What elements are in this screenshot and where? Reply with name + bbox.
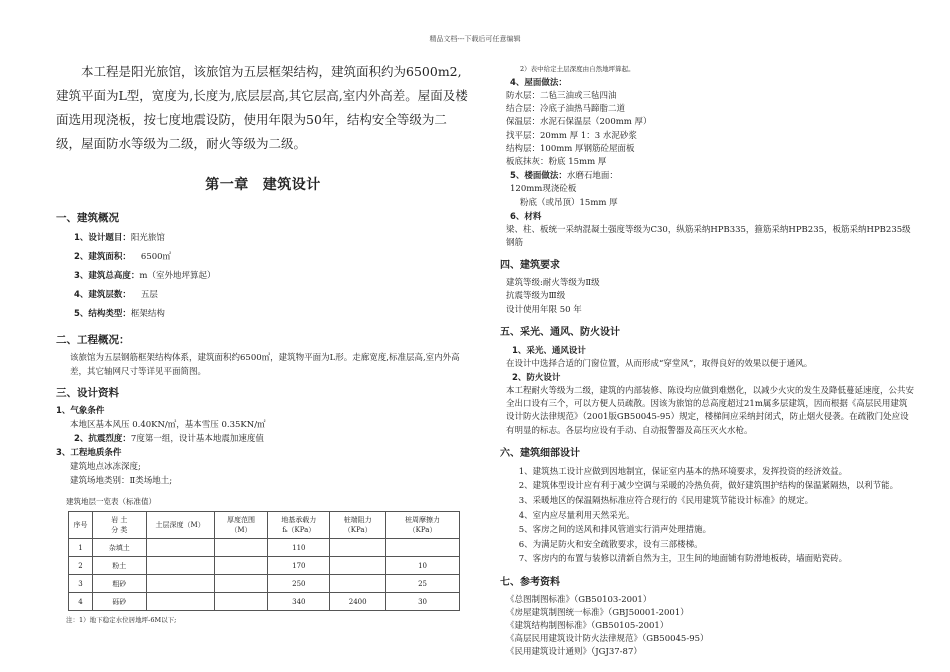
requirement-line: 抗震等级为Ⅲ级 [506, 291, 566, 302]
floor-line: 粉底（或吊顶）15mm 厚 [520, 197, 618, 208]
table-header: 地基承载力 fₖ（KPa） [268, 512, 330, 539]
reference-item: 《建筑结构制图标准》（GB50105-2001） [506, 621, 669, 632]
soil-layer-table [68, 511, 460, 611]
material-title: 6、材料 [510, 211, 542, 222]
section-1-title: 一、建筑概况 [56, 212, 119, 224]
detail-item: 6、为满足防火和安全疏散要求，设有三部楼梯。 [518, 539, 703, 550]
section-5-title: 五、采光、通风、防火设计 [500, 326, 620, 338]
table-cell [386, 539, 460, 557]
table-header: 厚度范围 （M） [214, 512, 268, 539]
section-3-title: 三、设计资料 [56, 387, 119, 399]
overview-item: 4、建筑层数： 五层 [74, 290, 158, 300]
section-1-list [56, 229, 470, 324]
weather-text: 本地区基本风压 0.40KN/㎡，基本雪压 0.35KN/㎡ [70, 420, 266, 430]
reference-item: 《房屋建筑制图统一标准》（GBJ50001-2001） [506, 608, 689, 619]
lighting-text: 在设计中选择合适的门窗位置，从而形成“穿堂风”，取得良好的效果以便于通风。 [506, 358, 813, 369]
table-cell: 25 [386, 575, 460, 593]
table-cell [146, 539, 214, 557]
table-header: 序号 [69, 512, 93, 539]
roof-line: 结合层：冷底子油热马蹄脂二道 [506, 104, 626, 115]
material-text: 梁、柱、板统一采纳混凝土强度等级为C30，纵筋采纳HPB335，箍筋采纳HPB235，板筋采纳HPB235级钢筋 [506, 224, 911, 249]
fire-title: 2、防火设计 [512, 373, 561, 384]
roof-line: 保温层：水泥石保温层（200mm 厚） [506, 117, 652, 128]
table-row [69, 575, 460, 593]
table-cell [330, 539, 386, 557]
table-cell: 3 [69, 575, 93, 593]
page-header: 精品文档---下载后可任意编辑 [429, 35, 521, 43]
table-note-2: 2）表中给定土层深度由自然地坪算起。 [520, 65, 635, 73]
table-cell: 粉土 [92, 557, 146, 575]
table-cell [214, 557, 268, 575]
right-column [500, 76, 915, 659]
table-cell: 250 [268, 575, 330, 593]
table-cell: 粗砂 [92, 575, 146, 593]
detail-item: 4、室内应尽量利用天然采光。 [518, 510, 635, 521]
table-header: 土层深度（M） [146, 512, 214, 539]
table-cell [330, 575, 386, 593]
table-cell [214, 575, 268, 593]
table-caption: 建筑地层一览表（标准值） [66, 497, 156, 506]
section-7-title: 七、参考资料 [500, 577, 560, 589]
table-cell [146, 593, 214, 611]
intro-paragraph: 本工程是阳光旅馆，该旅馆为五层框架结构，建筑面积约为6500m2,建筑平面为L型，宽度为,长度为,底层层高,其它层高,室内外高差。屋面及楼面选用现浇板，按七度地震设防，使用年限为50年，结构安全等级为二级，屋面防水等级为二级，耐火等级为二级。 [56, 64, 468, 151]
requirement-line: 设计使用年限 50 年 [506, 304, 582, 315]
roof-line: 找平层：20mm 厚 1：3 水泥砂浆 [506, 130, 637, 141]
table-header-row [69, 512, 460, 539]
table-cell: 4 [69, 593, 93, 611]
chapter-name: 建筑设计 [262, 177, 321, 193]
reference-item: 《高层民用建筑设计防火法律规范》（GB50045-95） [506, 634, 709, 645]
geology-title: 3、工程地质条件 [56, 448, 122, 458]
table-cell: 110 [268, 539, 330, 557]
detail-item: 3、采暖地区的保温隔热标准应符合现行的《民用建筑节能设计标准》的规定。 [518, 496, 814, 507]
section-2-title: 二、工程概况： [56, 334, 130, 346]
table-cell: 170 [268, 557, 330, 575]
table-cell [214, 593, 268, 611]
chapter-number: 第一章 [205, 177, 249, 193]
reference-item: 《总图制图标准》（GB50103-2001） [506, 595, 652, 606]
table-header: 桩周摩擦力 （KPa） [386, 512, 460, 539]
chapter-title [56, 174, 470, 194]
overview-item: 3、建筑总高度：m（室外地坪算起） [74, 271, 216, 281]
overview-item: 5、结构类型：框架结构 [74, 309, 165, 319]
roof-line: 板底抹灰：粉底 15mm 厚 [506, 157, 607, 168]
roof-line: 防水层：二毡三油或三毡四油 [506, 91, 617, 101]
left-column [56, 60, 470, 624]
detail-item: 2、建筑体型设计应有利于减少空调与采暖的冷热负荷，做好建筑围护结构的保温紧隔热，以利节能。 [518, 481, 899, 492]
floor-line: 120mm现浇砼板 [510, 184, 577, 195]
overview-item: 2、建筑面积： 6500㎡ [74, 252, 172, 262]
table-cell [146, 557, 214, 575]
section-6-title: 六、建筑细部设计 [500, 447, 580, 459]
overview-item: 1、设计题目：阳光旅馆 [74, 233, 165, 243]
table-cell [330, 557, 386, 575]
geology-line-1: 建筑地点冰冻深度; [70, 462, 141, 472]
detail-item: 5、客房之间的送风和排风管道实行消声处理措施。 [518, 525, 712, 536]
table-row [69, 557, 460, 575]
table-cell [214, 539, 268, 557]
table-cell: 2400 [330, 593, 386, 611]
table-cell [146, 575, 214, 593]
table-row [69, 539, 460, 557]
detail-item: 1、建筑热工设计应做到因地制宜，保证室内基本的热环境要求，发挥投资的经济效益。 [518, 466, 848, 477]
table-header: 桩端阻力 （KPa） [330, 512, 386, 539]
lighting-title: 1、采光、通风设计 [512, 345, 586, 356]
floor-title-line: 5、楼面做法：水磨石地面： [510, 171, 618, 182]
section-4-title: 四、建筑要求 [500, 260, 560, 272]
table-header: 岩 土 分 类 [92, 512, 146, 539]
table-cell: 杂填土 [92, 539, 146, 557]
table-cell: 30 [386, 593, 460, 611]
table-cell: 10 [386, 557, 460, 575]
geology-line-2: 建筑场地类别：Ⅱ类场地土; [70, 476, 173, 486]
table-cell: 2 [69, 557, 93, 575]
detail-item: 7、客房内的布置与装修以清新自然为主，卫生间的地面铺有防滑地板砖，墙面贴瓷砖。 [518, 554, 848, 565]
table-cell: 砾砂 [92, 593, 146, 611]
requirement-line: 建筑等级:耐火等级为Ⅱ级 [506, 278, 600, 289]
project-overview-text: 该旅馆为五层钢筋框架结构体系，建筑面积约6500㎡，建筑物平面为L形。走廊宽度,标准层高,室内外高差，其它轴网尺寸等详见平面简图。 [70, 353, 460, 377]
table-note-1: 注：1）地下稳定水位居地坪-6M以下; [66, 616, 177, 624]
reference-item: 《民用建筑设计通则》（JGJ37-87） [506, 647, 642, 658]
roof-title: 4、屋面做法： [510, 78, 567, 88]
table-cell: 1 [69, 539, 93, 557]
fire-text: 本工程耐火等级为二级，建筑的内部装修、陈设均应做到难燃化，以减少火灾的发生及降低蔓延速度，公共安全出口设有三个，可以方便人员疏散。因该为旅馆的总高度超过21m属多层建筑，因而根据《高层民用建筑设计防火法律规范》（2001版GB50045-95）规定，楼梯间应采纳封闭式，防止烟火侵袭。在疏散门处应设有明显的标志。各层均应设有手动、自动报警器及高压灭火水枪。 [506, 386, 915, 436]
table-cell: 340 [268, 593, 330, 611]
seismic-line: 2、抗震烈度：7度第一组，设计基本地震加速度值 [74, 434, 264, 444]
roof-line: 结构层：100mm 厚钢筋砼屋面板 [506, 143, 635, 154]
table-row [69, 593, 460, 611]
weather-title: 1、气象条件 [56, 406, 105, 416]
